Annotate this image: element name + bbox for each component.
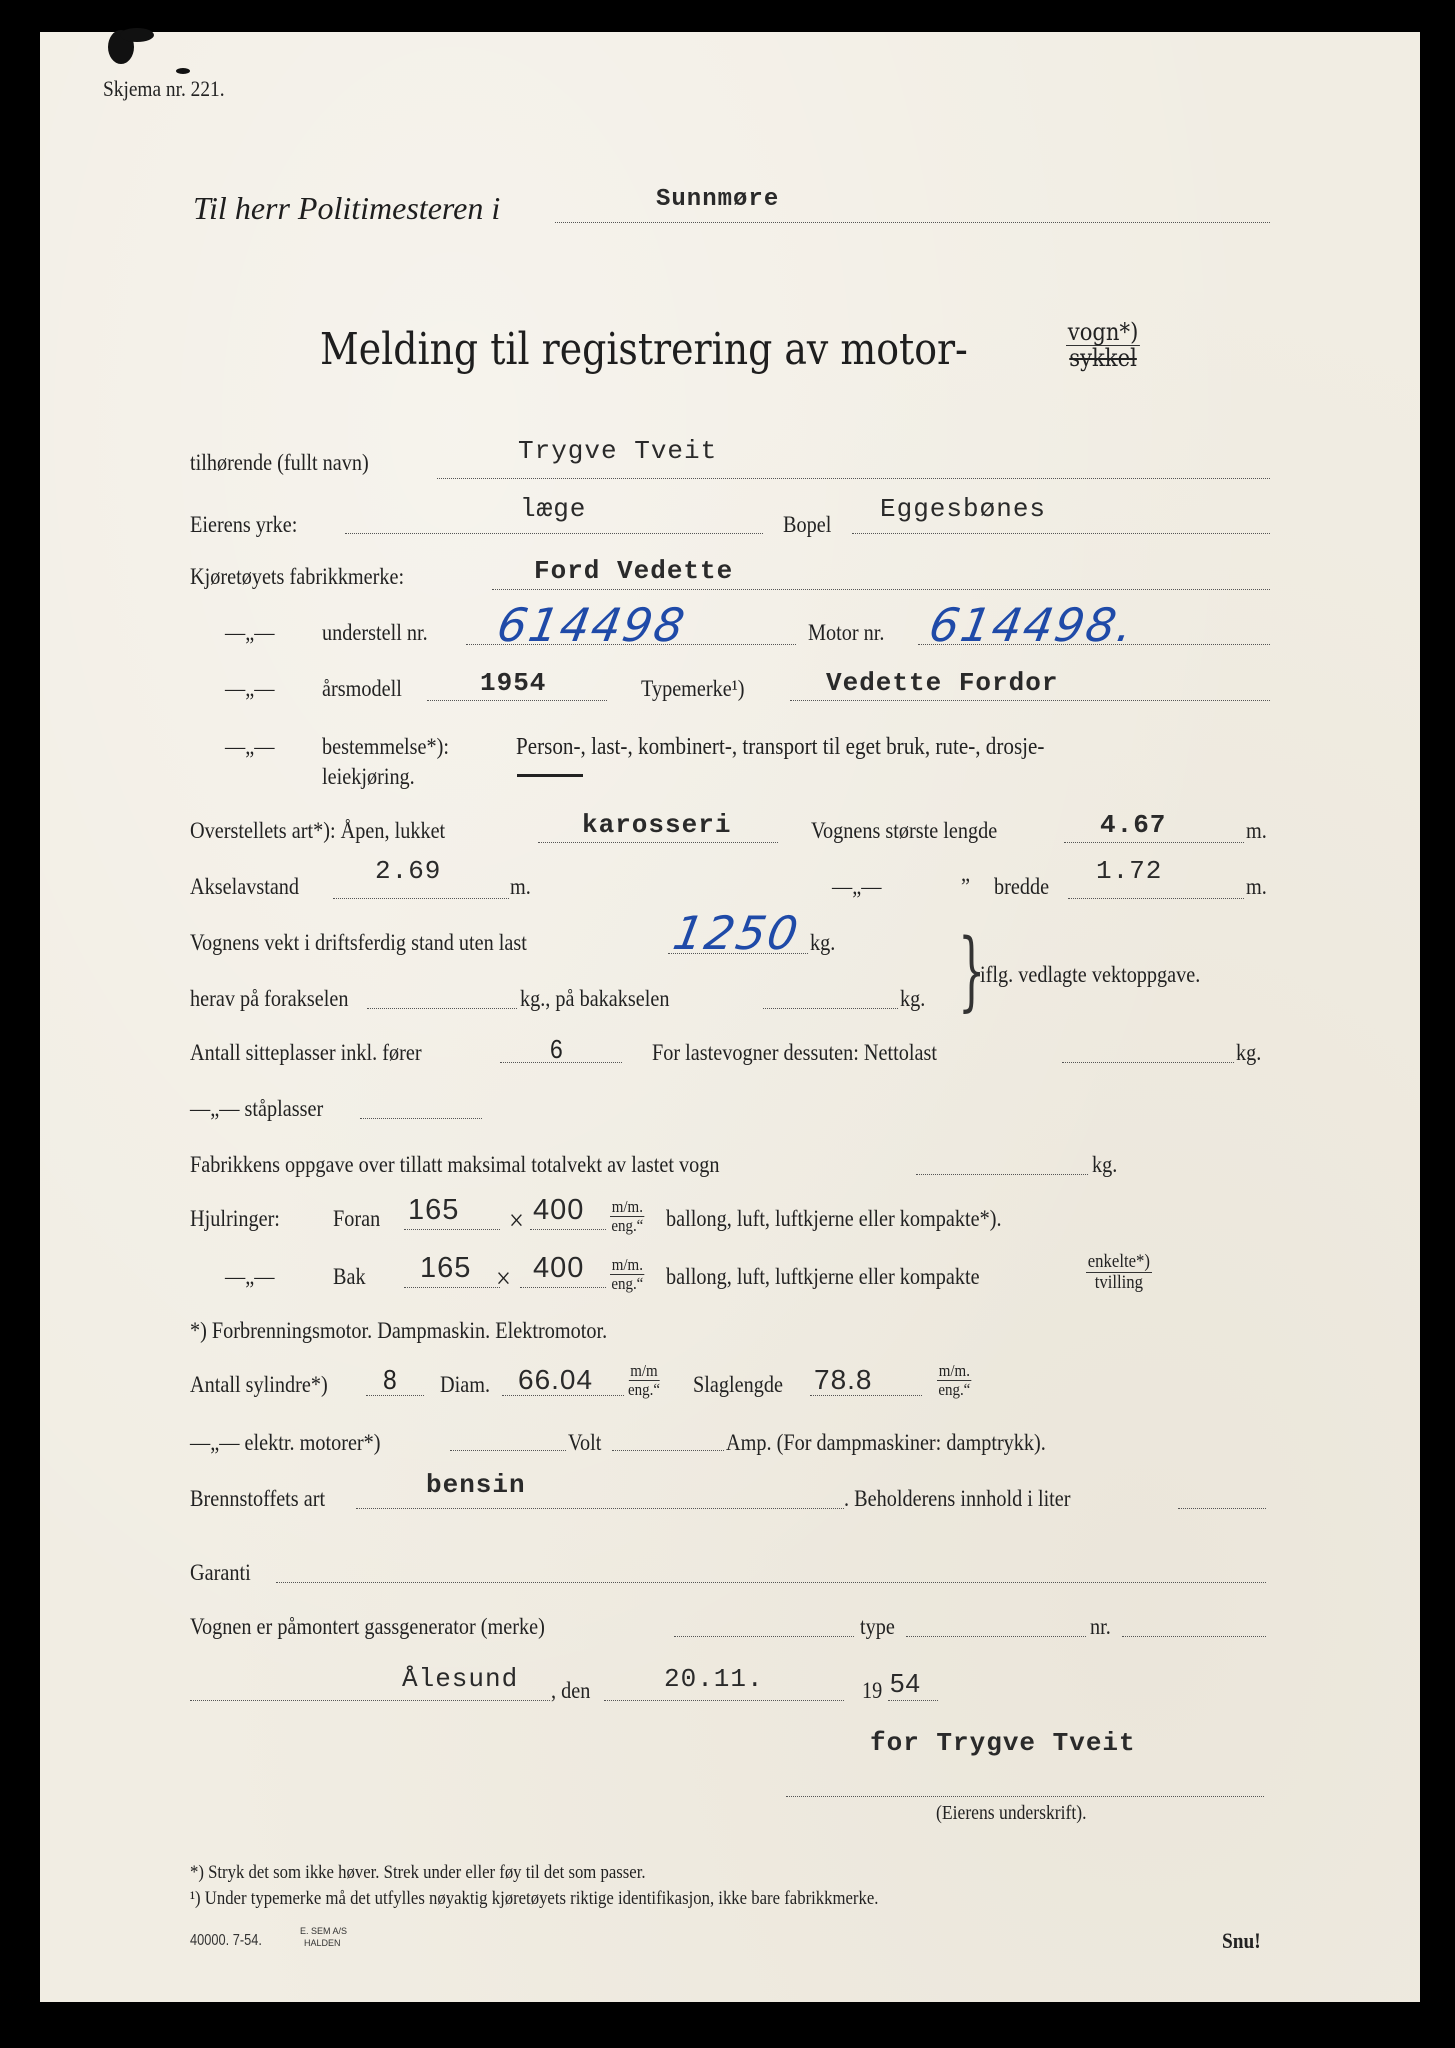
unit-mm: m/m <box>630 1361 658 1380</box>
volt-line <box>450 1450 566 1451</box>
chassis-number-field[interactable]: 614498 <box>493 598 691 652</box>
date-field[interactable]: 20.11. <box>664 1664 764 1694</box>
curb-weight-label: Vognens vekt i driftsferdig stand uten last <box>190 930 527 955</box>
front-axle-unit: kg., på bakakselen <box>520 986 670 1011</box>
front-axle-line <box>367 1008 517 1009</box>
fuel-line <box>356 1508 844 1509</box>
front-axle-label: herav på forakselen <box>190 986 349 1011</box>
make-label: Kjøretøyets fabrikkmerke: <box>190 564 405 589</box>
footnote-star: *) Stryk det som ikke høver. Strek under eller føy til det som passer. <box>190 1862 646 1883</box>
date-den-label: , den <box>551 1678 591 1703</box>
type-label: Typemerke¹) <box>641 676 745 701</box>
gas-generator-label: Vognen er påmontert gassgenerator (merke) <box>190 1614 545 1639</box>
single-option: enkelte*) <box>1087 1251 1150 1272</box>
cylinders-label: Antall sylindre*) <box>190 1372 328 1397</box>
wheelbase-line <box>333 898 509 899</box>
gas-type-label: type <box>860 1614 895 1639</box>
sign-year-line <box>888 1700 938 1701</box>
front-diam-line <box>530 1229 606 1230</box>
tank-label: . Beholderens innhold i liter <box>844 1486 1071 1511</box>
type-field[interactable]: Vedette Fordor <box>826 668 1059 698</box>
ditto-mark: —„— <box>225 620 275 645</box>
length-line <box>1064 842 1244 843</box>
purpose-options: Person-, last-, kombinert-, transport til eget bruk, rute-, drosje- <box>516 734 1045 760</box>
rear-diam-line <box>520 1287 606 1288</box>
model-year-field[interactable]: 1954 <box>480 668 547 698</box>
width-unit: m. <box>1246 874 1267 899</box>
stroke-label: Slaglengde <box>693 1372 783 1397</box>
gas-generator-line <box>674 1636 854 1637</box>
max-weight-line <box>916 1174 1088 1175</box>
purpose-options-cont: leiekjøring. <box>322 764 415 789</box>
curb-weight-unit: kg. <box>810 930 836 955</box>
title-fraction-top: vogn*) <box>1067 318 1139 346</box>
unit-inch: eng.“ <box>611 1215 644 1235</box>
date-line <box>604 1700 844 1701</box>
unit-mm: m/m. <box>611 1197 643 1216</box>
bore-field[interactable]: 66.04 <box>518 1364 594 1395</box>
ditto-mark: —„— <box>225 734 275 759</box>
seats-field[interactable]: 6 <box>550 1034 563 1064</box>
fuel-field[interactable]: bensin <box>426 1470 526 1500</box>
cylinders-field[interactable]: 8 <box>383 1364 397 1395</box>
max-weight-label: Fabrikkens oppgave over tillatt maksimal totalvekt av lastet vogn <box>190 1152 720 1177</box>
stroke-unit <box>937 1362 972 1399</box>
electric-motor-label: —„— elektr. motorer*) <box>190 1430 381 1455</box>
police-district-field[interactable]: Sunnmøre <box>656 186 780 213</box>
motor-label: Motor nr. <box>808 620 885 645</box>
year-prefix: 19 <box>862 1678 883 1703</box>
printer-name-bottom: HALDEN <box>304 1938 341 1948</box>
rear-tire-diam-field[interactable]: 400 <box>533 1252 585 1284</box>
footnote-one: ¹) Under typemerke må det utfylles nøyaktig kjøretøyets riktige identifikasjon, ikke bare fabrikkmerke. <box>190 1888 879 1909</box>
signed-by-field[interactable]: for Trygve Tveit <box>870 1728 1136 1758</box>
fuel-label: Brennstoffets art <box>190 1486 326 1511</box>
unit-mm: m/m. <box>938 1361 970 1380</box>
make-line <box>492 589 1270 590</box>
stroke-field[interactable]: 78.8 <box>814 1364 873 1395</box>
front-tire-unit <box>610 1198 645 1235</box>
ditto-mark: —„— <box>225 1264 275 1289</box>
gas-nr-label: nr. <box>1090 1614 1111 1639</box>
wheelbase-unit: m. <box>510 874 531 899</box>
occupation-field[interactable]: læge <box>520 494 587 524</box>
body-line <box>538 842 778 843</box>
ditto-mark: —„— <box>832 874 882 899</box>
cargo-label: For lastevogner dessuten: Nettolast <box>652 1040 937 1065</box>
twin-option: tvilling <box>1094 1271 1144 1293</box>
residence-field[interactable]: Eggesbønes <box>880 494 1047 524</box>
bore-label: Diam. <box>440 1372 491 1397</box>
ink-blot <box>120 28 154 42</box>
front-tire-types: ballong, luft, luftkjerne eller kompakte*). <box>666 1206 1002 1231</box>
year-label: årsmodell <box>322 676 402 701</box>
sign-year-field[interactable]: 54 <box>890 1668 921 1698</box>
warranty-label: Garanti <box>190 1560 251 1585</box>
place-line <box>190 1700 550 1701</box>
residence-line <box>852 533 1270 534</box>
schema-number: Skjema nr. 221. <box>103 76 225 101</box>
printer-name-top: E. SEM A/S <box>300 1926 348 1936</box>
unit-inch: eng.“ <box>611 1273 644 1293</box>
police-district-line <box>555 222 1270 223</box>
gas-type-line <box>906 1636 1086 1637</box>
standing-line <box>360 1118 482 1119</box>
standing-label: —„— ståplasser <box>190 1096 324 1121</box>
front-tire-width-field[interactable]: 165 <box>408 1194 460 1226</box>
unit-inch: eng.“ <box>628 1379 660 1399</box>
ink-blot <box>176 68 190 74</box>
chassis-label: understell nr. <box>322 620 428 645</box>
turn-over-note: Snu! <box>1222 1928 1261 1953</box>
amp-line <box>612 1450 724 1451</box>
make-field[interactable]: Ford Vedette <box>534 556 734 586</box>
tires-front-label: Foran <box>333 1206 381 1231</box>
brace: } <box>958 921 986 1021</box>
front-tire-diam-field[interactable]: 400 <box>533 1194 585 1226</box>
form-title: Melding til registrering av motor- <box>320 324 968 375</box>
bore-unit <box>628 1362 660 1399</box>
unit-inch: eng.“ <box>938 1379 971 1399</box>
place-field[interactable]: Ålesund <box>402 1664 519 1694</box>
year-line <box>427 700 607 701</box>
title-vehicle-kind <box>1066 320 1140 371</box>
length-unit: m. <box>1246 818 1267 843</box>
type-line <box>790 700 1270 701</box>
signature-caption: (Eierens underskrift). <box>936 1802 1087 1824</box>
width-line <box>1068 898 1244 899</box>
engine-kind-note: *) Forbrenningsmotor. Dampmaskin. Elektromotor. <box>190 1318 608 1343</box>
rear-tire-width-field[interactable]: 165 <box>420 1252 472 1284</box>
body-label: Overstellets art*): Åpen, lukket <box>190 818 446 843</box>
curb-weight-field[interactable]: 1250 <box>669 906 804 960</box>
length-label: Vognens største lengde <box>811 818 998 843</box>
rear-tire-unit <box>610 1256 645 1293</box>
purpose-label: bestemmelse*): <box>322 734 450 759</box>
owner-name-line <box>437 478 1270 479</box>
width-field[interactable]: 1.72 <box>1096 856 1163 886</box>
tires-label: Hjulringer: <box>190 1206 280 1231</box>
motor-number-field[interactable]: 614498. <box>925 598 1139 652</box>
residence-label: Bopel <box>783 512 832 537</box>
volt-label: Volt <box>568 1430 602 1455</box>
weight-brace-note: iflg. vedlagte vektoppgave. <box>980 962 1201 987</box>
print-code: 40000. 7-54. <box>190 1932 262 1949</box>
cargo-unit: kg. <box>1236 1040 1262 1065</box>
width-label: bredde <box>994 874 1050 899</box>
cargo-line <box>1062 1062 1234 1063</box>
signature-line <box>786 1796 1264 1797</box>
gas-nr-line <box>1122 1636 1266 1637</box>
unit-mm: m/m. <box>611 1255 643 1274</box>
seats-label: Antall sitteplasser inkl. fører <box>190 1040 422 1065</box>
wheelbase-label: Akselavstand <box>190 874 300 899</box>
tank-line <box>1178 1508 1266 1509</box>
front-width-line <box>404 1229 500 1230</box>
times-sign: × <box>496 1262 511 1295</box>
ditto-quote: ” <box>961 874 970 899</box>
max-weight-unit: kg. <box>1092 1152 1118 1177</box>
owner-name-label: tilhørende (fullt navn) <box>190 450 369 475</box>
warranty-line <box>276 1582 1266 1583</box>
rear-tire-types: ballong, luft, luftkjerne eller kompakte <box>666 1264 980 1289</box>
occupation-label: Eierens yrke: <box>190 512 298 537</box>
times-sign: × <box>509 1204 524 1237</box>
purpose-underline-mark <box>517 774 583 777</box>
rear-axle-unit: kg. <box>900 986 926 1011</box>
wheelbase-field[interactable]: 2.69 <box>375 856 442 886</box>
occupation-line <box>345 533 763 534</box>
salutation: Til herr Politimesteren i <box>193 190 501 226</box>
body-type-field[interactable]: karosseri <box>582 810 732 840</box>
tires-rear-label: Bak <box>333 1264 366 1289</box>
rear-tire-mount <box>1086 1252 1152 1293</box>
rear-axle-line <box>763 1008 898 1009</box>
ditto-mark: —„— <box>225 676 275 701</box>
length-field[interactable]: 4.67 <box>1100 810 1167 840</box>
owner-name-field[interactable]: Trygve Tveit <box>518 436 718 466</box>
rear-width-line <box>404 1287 500 1288</box>
amp-label: Amp. (For dampmaskiner: damptrykk). <box>726 1430 1046 1455</box>
title-fraction-bottom: sykkel <box>1069 344 1137 373</box>
